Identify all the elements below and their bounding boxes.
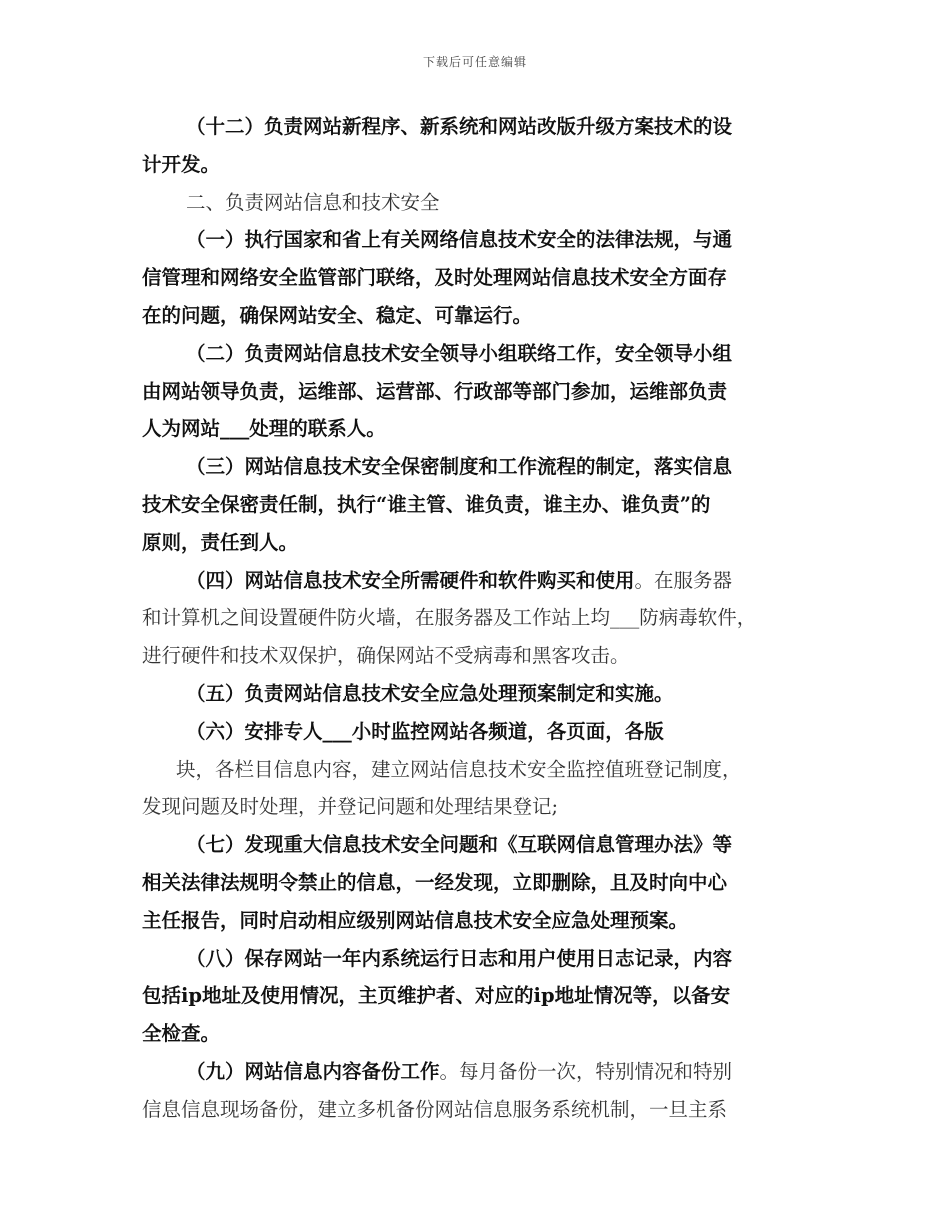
text-run: （八）保存网站一年内系统运行日志和用户使用日志记录，内容 [186,946,733,970]
text-line [142,259,812,297]
text-line [142,410,812,448]
text-run: 块，各栏目信息内容，建立网站信息技术安全监控值班登记制度， [176,757,742,781]
page-header: 下载后可任意编辑 [422,55,527,69]
text-run: 计开发。 [142,152,221,176]
text-run: 由网站领导负责，运维部、运营部、行政部等部门参加，运维部负责 [142,379,728,403]
text-run: 全检查。 [142,1022,221,1046]
text-line [142,940,812,978]
text-run: （六）安排专人___小时监控网站各频道，各页面，各版 [186,719,664,743]
text-line [142,788,812,826]
text-run: 和计算机之间设置硬件防火墙，在服务器及工作站上均___防病毒软件， [142,606,757,630]
text-run: 技术安全保密责任制，执行“谁主管、谁负责，谁主办、谁负责”的 [142,492,711,516]
text-run: （九）网站信息内容备份工作 [186,1059,440,1083]
text-line [142,637,812,675]
text-line [142,335,812,373]
text-run: （十二）负责网站新程序、新系统和网站改版升级方案技术的设 [186,115,733,138]
document-body [142,108,812,1129]
text-run: （四）网站信息技术安全所需硬件和软件购买和使用 [186,568,635,592]
text-line [142,1053,812,1091]
text-line [142,486,812,524]
text-line [142,675,812,713]
text-run: 人为网站___处理的联系人。 [142,417,386,441]
text-run: （五）负责网站信息技术安全应急处理预案制定和实施。 [186,681,674,705]
text-run: 在的问题，确保网站安全、稳定、可靠运行。 [142,303,533,327]
text-run: （二）负责网站信息技术安全领导小组联络工作，安全领导小组 [186,341,733,365]
text-line [142,297,812,335]
text-run: 信管理和网络安全监管部门联络，及时处理网站信息技术安全方面存 [142,266,728,290]
text-run: 主任报告，同时启动相应级别网站信息技术安全应急处理预案。 [142,908,689,932]
text-run: 二、负责网站信息和技术安全 [186,190,440,214]
text-line [142,713,812,751]
text-line [142,864,812,902]
text-line [142,108,812,146]
text-run: （一）执行国家和省上有关网络信息技术安全的法律法规，与通 [186,228,733,252]
text-run: 。在服务器 [634,568,733,592]
text-line [142,977,812,1015]
text-line [142,146,812,184]
text-line [142,448,812,486]
text-line [142,902,812,940]
text-run: 发现问题及时处理，并登记问题和处理结果登记; [142,795,559,819]
text-run: （三）网站信息技术安全保密制度和工作流程的制定，落实信息 [186,455,733,479]
text-line [142,524,812,562]
text-run: 。每月备份一次，特别情况和特别 [439,1059,733,1083]
text-run: （七）发现重大信息技术安全问题和《互联网信息管理办法》等 [186,833,733,857]
text-run: 相关法律法规明令禁止的信息，一经发现，立即删除，且及时向中心 [142,870,728,894]
text-line [142,221,812,259]
text-line [142,1091,812,1129]
text-line [142,184,812,222]
text-line [142,373,812,411]
text-line [142,599,812,637]
text-line [142,562,812,600]
text-run: 包括ip地址及使用情况，主页维护者、对应的ip地址情况等，以备安 [142,984,731,1008]
text-run: 原则，责任到人。 [142,530,299,554]
text-line [142,1015,812,1053]
text-line [142,751,812,789]
text-run: 信息信息现场备份，建立多机备份网站信息服务系统机制，一旦主系 [142,1097,728,1121]
text-run: 进行硬件和技术双保护，确保网站不受病毒和黑客攻击。 [142,644,630,668]
text-line [142,826,812,864]
